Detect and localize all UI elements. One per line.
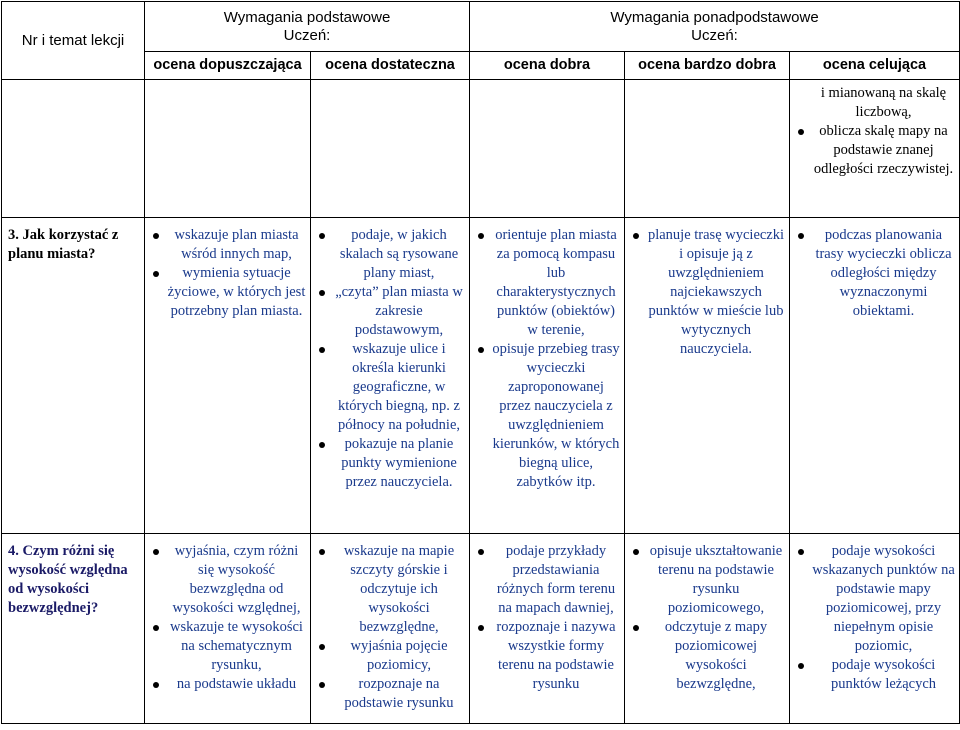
header-basic	[145, 2, 470, 52]
bullet-icon	[319, 644, 325, 650]
grade-bardzo-dobra: ocena bardzo dobra	[625, 52, 790, 80]
table-row	[2, 218, 960, 534]
req-celujaca	[790, 218, 960, 534]
header-topic-label: Nr i temat lekcji	[21, 31, 125, 49]
req-bardzo-dobra	[625, 218, 790, 534]
bullet-icon	[153, 549, 159, 555]
list-item-text: wyjaśnia pojęcie poziomicy,	[350, 638, 448, 673]
bullet-icon	[319, 682, 325, 688]
list-item-text: opisuje ukształtowanie terenu na podstawie rysunku poziomicowego,	[649, 543, 783, 616]
header-topic	[2, 2, 145, 80]
lesson-topic: 3. Jak korzystać z planu miasta?	[2, 218, 145, 534]
continuation-col-4	[625, 80, 790, 218]
bullet-icon	[478, 549, 484, 555]
bullet-icon	[798, 663, 804, 669]
grade-celujaca: ocena celująca	[790, 52, 960, 80]
list-item	[790, 226, 955, 321]
list-item	[145, 618, 306, 675]
list-item-text: pokazuje na planie punkty wymienione przez nauczyciela.	[341, 436, 457, 490]
bullet-icon	[319, 442, 325, 448]
lesson-topic: 4. Czym różni się wysokość względna od wysokości bezwzględnej?	[2, 534, 145, 724]
req-dobra	[470, 218, 625, 534]
list-item-text: orientuje plan miasta za pomocą kompasu lub charakterystycznych punktów (obiektów) w terenie,	[495, 227, 617, 338]
list-item-text: odczytuje z mapy poziomicowej wysokości bezwzględne,	[664, 619, 768, 692]
list-item-text: „czyta” plan miasta w zakresie podstawowym,	[335, 284, 463, 338]
continuation-col-2	[311, 80, 470, 218]
continuation-col-3	[470, 80, 625, 218]
req-celujaca	[790, 534, 960, 724]
header-basic-title: Wymagania podstawowe	[223, 8, 391, 26]
req-dopuszczajaca	[145, 534, 311, 724]
list-item	[145, 542, 306, 618]
list-item	[470, 618, 620, 694]
continuation-topic	[2, 80, 145, 218]
req-dobra	[470, 534, 625, 724]
bullet-icon	[153, 271, 159, 277]
list-item	[311, 283, 465, 340]
list-item	[311, 637, 465, 675]
req-dostateczna	[311, 534, 470, 724]
grade-dobra: ocena dobra	[470, 52, 625, 80]
continuation-row	[2, 80, 960, 218]
bullet-icon	[319, 347, 325, 353]
list-item	[311, 542, 465, 637]
list-item	[470, 226, 620, 340]
list-item	[145, 675, 306, 694]
list-item-text: wyjaśnia, czym różni się wysokość bezwzględna od wysokości względnej,	[172, 543, 301, 616]
bullet-icon	[478, 625, 484, 631]
continuation-plain: i mianowaną na skalę liczbową,	[820, 85, 947, 120]
list-item	[311, 435, 465, 492]
bullet-icon	[153, 233, 159, 239]
list-item	[790, 656, 955, 694]
list-item	[145, 226, 306, 264]
list-item-text: podaje, w jakich skalach są rysowane plany miast,	[339, 227, 459, 281]
list-item-text: wskazuje te wysokości na schematycznym rysunku,	[170, 619, 303, 673]
req-bardzo-dobra	[625, 534, 790, 724]
list-item	[311, 675, 465, 713]
bullet-icon	[478, 233, 484, 239]
list-item-text: podaje przykłady przedstawiania różnych form terenu na mapach dawniej,	[496, 543, 616, 616]
list-item	[790, 122, 955, 179]
header-advanced	[470, 2, 960, 52]
bullet-icon	[633, 625, 639, 631]
list-item	[311, 226, 465, 283]
header-basic-sub: Uczeń:	[283, 26, 331, 44]
list-item-text: podczas planowania trasy wycieczki oblicza odległości między wyznaczonymi obiektami.	[815, 227, 952, 319]
list-item-text: podaje wysokości wskazanych punktów na podstawie mapy poziomicowej, przy niepełnym opisie poziomic,	[812, 543, 955, 654]
header-advanced-title: Wymagania ponadpodstawowe	[610, 8, 819, 26]
bullet-icon	[633, 549, 639, 555]
list-item-text: oblicza skalę mapy na podstawie znanej odległości rzeczywistej.	[813, 123, 954, 177]
grade-dopuszczajaca: ocena dopuszczająca	[145, 52, 311, 80]
list-item-text: wskazuje plan miasta wśród innych map,	[174, 227, 299, 262]
list-item	[470, 340, 620, 492]
bullet-icon	[319, 549, 325, 555]
req-dopuszczajaca	[145, 218, 311, 534]
list-item-text: na podstawie układu	[176, 676, 297, 692]
list-item	[625, 226, 785, 359]
list-item-text: opisuje przebieg trasy wycieczki zaproponowanej przez nauczyciela z uwzględnieniem kierunków, w których biegną ulice, zabytków itp.	[492, 341, 620, 490]
table-row	[2, 534, 960, 724]
list-item-text: rozpoznaje na podstawie rysunku	[344, 676, 454, 711]
list-item	[625, 618, 785, 694]
list-item-text: wymienia sytuacje życiowe, w których jest potrzebny plan miasta.	[167, 265, 306, 319]
grade-dostateczna: ocena dostateczna	[311, 52, 470, 80]
list-item	[790, 542, 955, 656]
continuation-col-5	[790, 80, 960, 218]
bullet-icon	[153, 682, 159, 688]
bullet-icon	[798, 129, 804, 135]
bullet-icon	[153, 625, 159, 631]
bullet-icon	[478, 347, 484, 353]
list-item-text: wskazuje ulice i określa kierunki geograficzne, w których biegną, np. z północy na południe,	[337, 341, 461, 433]
list-item-text: wskazuje na mapie szczyty górskie i odczytuje ich wysokości bezwzględne,	[343, 543, 455, 635]
list-item	[311, 340, 465, 435]
bullet-icon	[633, 233, 639, 239]
bullet-icon	[798, 549, 804, 555]
list-item	[470, 542, 620, 618]
continuation-col-1	[145, 80, 311, 218]
list-item	[625, 542, 785, 618]
list-item-text: rozpoznaje i nazywa wszystkie formy terenu na podstawie rysunku	[496, 619, 616, 692]
list-item-text: podaje wysokości punktów leżących	[830, 657, 937, 692]
bullet-icon	[319, 233, 325, 239]
req-dostateczna	[311, 218, 470, 534]
list-item-text: planuje trasę wycieczki i opisuje ją z uwzględnieniem najciekawszych punktów w mieście lub wytycznych nauczyciela.	[647, 227, 785, 357]
requirements-table	[1, 1, 960, 724]
header-advanced-sub: Uczeń:	[691, 26, 738, 44]
list-item	[145, 264, 306, 321]
bullet-icon	[798, 233, 804, 239]
bullet-icon	[319, 290, 325, 296]
